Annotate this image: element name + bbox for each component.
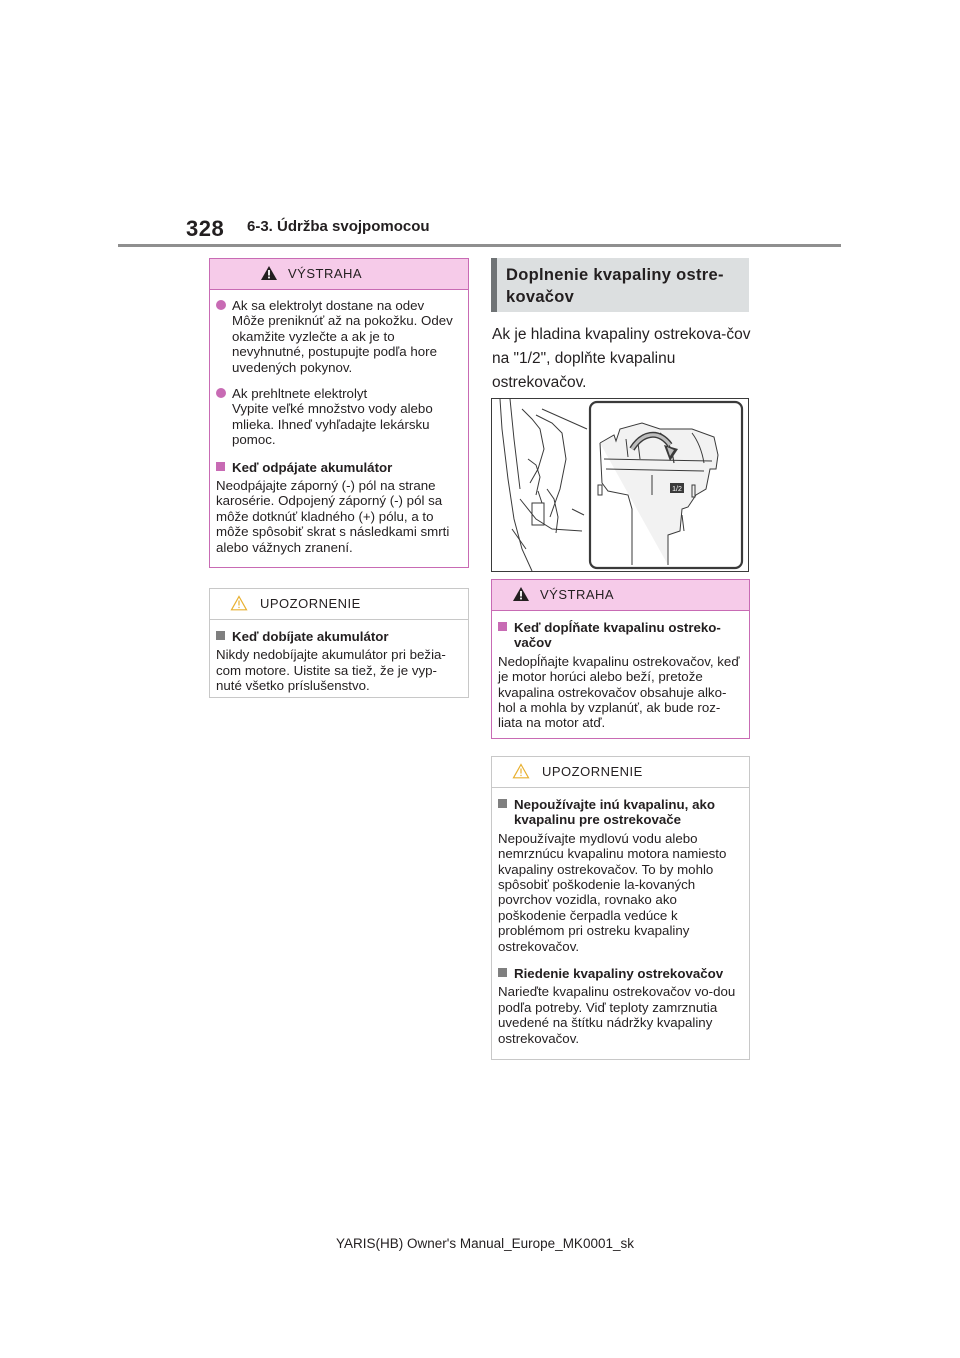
left-warning-box (209, 258, 469, 568)
section-title: 6-3. Údržba svojpomocou (247, 218, 430, 235)
bullet-icon (216, 388, 226, 398)
subheading-text: Riedenie kvapaliny ostrekovačov (514, 966, 724, 982)
notice-header (492, 757, 749, 788)
list-item (216, 298, 462, 375)
paragraph: Nikdy nedobíjajte akumulátor pri bežia-com motore. Uistite sa tiež, že je vyp-nuté všetko príslušenstvo. (216, 647, 446, 694)
caution-triangle-icon (230, 595, 248, 611)
subheading (498, 966, 743, 981)
left-notice-box (209, 588, 469, 698)
intro-paragraph: Ak je hladina kvapaliny ostrekova-čov na "1/2", doplňte kvapalinu ostrekovačov. (492, 326, 751, 391)
caution-triangle-icon (512, 763, 530, 779)
square-bullet-icon (498, 799, 507, 808)
engine-bay-drawing (492, 399, 748, 571)
paragraph: Nepoužívajte mydlovú vodu alebo nemrznúcu kvapalinu motora namiesto kvapaliny ostrekovačov. To by mohlo spôsobiť poškodenie la-kovaných povrchov vozidla, rovnako ako poškodenie čerpadla vedúce k problémom pri ostreku kvapaliny ostrekovačov. (498, 830, 727, 954)
subheading (216, 460, 462, 475)
bullet-text: Vypite veľké množstvo vody alebo mlieka. Ihneď vyhľadajte lekársku pomoc. (232, 401, 433, 448)
header-rule (118, 244, 841, 247)
section-heading: Doplnenie kvapaliny ostre-kovačov (506, 266, 724, 306)
washer-reservoir-illustration (491, 398, 749, 572)
level-label: 1/2 (672, 486, 682, 493)
subheading-text: Keď dobíjate akumulátor (232, 629, 389, 644)
subheading-text: Keď odpájate akumulátor (232, 459, 393, 475)
subheading-text: Nepoužívajte inú kvapalinu, ako kvapalinu pre ostrekovače (514, 797, 715, 828)
page-number: 328 (186, 216, 225, 241)
paragraph: Narieďte kvapalinu ostrekovačov vo-dou podľa potreby. Viď teploty zamrznutia uvedené na štítku nádržky kvapaliny ostrekovačov. (498, 984, 736, 1046)
notice-label: UPOZORNENIE (542, 764, 643, 779)
notice-label: UPOZORNENIE (260, 596, 361, 611)
bullet-icon (216, 300, 226, 310)
warning-header (492, 580, 749, 611)
list-item (216, 386, 462, 448)
section-heading-box (491, 258, 749, 312)
paragraph: Nedopĺňajte kvapalinu ostrekovačov, keď je motor horúci alebo beží, pretože kvapalina ostrekovačov obsahuje alko-hol a mohla by vzplanúť, ak bude roz-liata na motor atď. (498, 653, 740, 731)
right-warning-box (491, 579, 750, 739)
warning-label: VÝSTRAHA (540, 587, 615, 602)
bullet-text: Môže preniknúť až na pokožku. Odev okamžite vyzlečte a ak je to nevyhnutné, postupujte podľa hore uvedených pokynov. (232, 313, 453, 375)
warning-label: VÝSTRAHA (288, 266, 363, 281)
warning-header (210, 259, 468, 290)
footer-text: YARIS(HB) Owner's Manual_Europe_MK0001_sk (336, 1236, 634, 1251)
subheading (498, 620, 743, 651)
subheading-text: Keď dopĺňate kvapalinu ostreko-vačov (514, 620, 721, 651)
right-notice-box (491, 756, 750, 1060)
bullet-title: Ak prehltnete elektrolyt (232, 386, 368, 402)
notice-header (210, 589, 468, 620)
bullet-title: Ak sa elektrolyt dostane na odev (232, 298, 425, 313)
square-bullet-icon (498, 622, 507, 631)
square-bullet-icon (216, 631, 225, 640)
warning-triangle-icon (260, 265, 278, 281)
square-bullet-icon (216, 462, 225, 471)
warning-triangle-icon (512, 586, 530, 602)
subheading (216, 629, 462, 644)
subheading (498, 797, 743, 828)
paragraph: Neodpájajte záporný (-) pól na strane karosérie. Odpojený záporný (-) pól sa môže dotknúť kladného (+) pólu, a to môže spôsobiť skrat s následkami smrti alebo vážnych zranení. (216, 478, 450, 555)
square-bullet-icon (498, 968, 507, 977)
